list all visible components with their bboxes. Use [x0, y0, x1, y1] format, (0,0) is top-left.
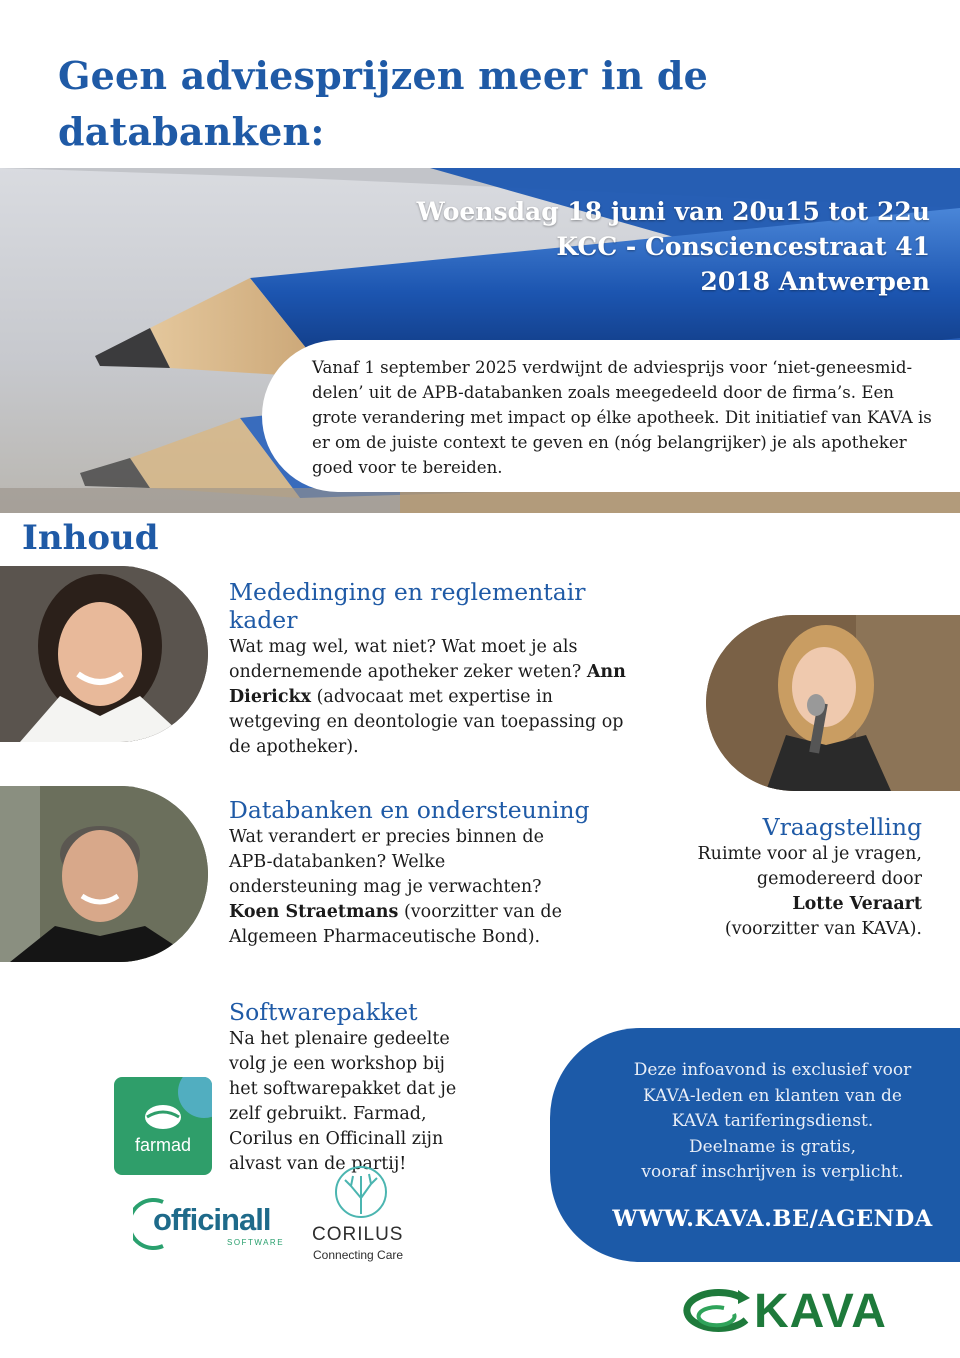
section-title-databases: Databanken en ondersteuning — [229, 796, 590, 824]
section-software — [229, 998, 479, 1177]
section-competition — [229, 578, 629, 760]
qa-speaker-role: (voorzitter van KAVA). — [724, 919, 922, 939]
officinall-wordmark: officinall — [153, 1202, 271, 1237]
section-body-software: Na het plenaire gedeelte volg je een workshop bij het softwarepakket dat je zelf gebruikt. Farmad, Corilus en Officinall zijn alvast van de partij! — [229, 1029, 457, 1174]
section-title-software: Softwarepakket — [229, 998, 418, 1026]
event-details — [417, 194, 930, 299]
content-heading: Inhoud — [22, 518, 159, 558]
qa-line-2: gemodereerd door — [756, 869, 922, 889]
farmad-logo — [114, 1077, 212, 1175]
cta-line-5: vooraf inschrijven is verplicht. — [641, 1162, 904, 1182]
section-databases — [229, 796, 629, 950]
title-line-1: Geen adviesprijzen meer in de databanken: — [58, 53, 708, 154]
speaker-role-koen: (voorzitter van de Algemeen Pharmaceutische Bond). — [229, 902, 562, 947]
kava-logo — [676, 1282, 906, 1342]
kava-swirl-icon — [676, 1286, 756, 1336]
corilus-tree-icon — [333, 1164, 389, 1220]
qa-section — [650, 813, 922, 942]
farmad-mark — [114, 1077, 212, 1175]
speaker-name-koen: Koen Straetmans — [229, 902, 399, 922]
event-city: 2018 Antwerpen — [700, 267, 930, 296]
cta-line-4: Deelname is gratis, — [689, 1136, 856, 1157]
corilus-wordmark: CORILUS — [312, 1224, 404, 1245]
portrait-illustration — [0, 786, 208, 962]
qa-body — [650, 842, 922, 942]
event-venue: KCC - Consciencestraat 41 — [556, 232, 930, 261]
farmad-wordmark: farmad — [134, 1135, 192, 1155]
portrait-illustration — [706, 615, 960, 791]
cta-line-3: KAVA tariferingsdienst. — [671, 1111, 874, 1131]
corilus-subtitle: Connecting Care — [313, 1248, 404, 1262]
event-date: Woensdag 18 juni van 20u15 tot 22u — [416, 197, 930, 226]
cta-line-1: Deze infoavond is exclusief voor — [633, 1060, 912, 1080]
kava-wordmark: KAVA — [754, 1285, 887, 1338]
speaker-photo-ann-dierickx — [0, 566, 208, 742]
section-title-competition: Mededinging en reglementair kader — [229, 578, 586, 634]
officinall-subtitle: SOFTWARE — [227, 1238, 285, 1247]
portrait-illustration — [0, 566, 208, 742]
officinall-logo — [133, 1196, 303, 1256]
speaker-photo-lotte-veraart — [706, 615, 960, 791]
qa-speaker-name: Lotte Veraart — [792, 894, 922, 914]
agenda-link[interactable]: WWW.KAVA.BE/AGENDA — [612, 1206, 933, 1232]
speaker-name-ann: Ann Dierickx — [229, 662, 626, 707]
section-body-databases — [229, 825, 569, 950]
section-body-competition — [229, 635, 629, 760]
speaker-photo-koen-straetmans — [0, 786, 208, 962]
section-text-databases: Wat verandert er precies binnen de APB-databanken? Welke ondersteuning mag je verwachten? — [229, 827, 544, 897]
cta-line-2: KAVA-leden en klanten van de — [643, 1085, 902, 1106]
qa-title: Vraagstelling — [762, 813, 922, 841]
qa-line-1: Ruimte voor al je vragen, — [697, 844, 922, 864]
corilus-logo — [310, 1164, 420, 1264]
cta-text — [600, 1058, 945, 1186]
intro-text: Vanaf 1 september 2025 verdwijnt de adviesprijs voor ‘niet-geneesmid-delen’ uit de APB-databanken zoals meegedeeld door de firma’s. Een grote verandering met impact op élke apotheek. Dit initiatief van KAVA is er om de juiste context te geven en (nóg belangrijker) je als apotheker goed voor te bereiden. — [312, 358, 932, 477]
speaker-role-ann: (advocaat met expertise in wetgeving en deontologie van toepassing op de apotheker). — [229, 687, 624, 757]
section-text-competition: Wat mag wel, wat niet? Wat moet je als ondernemende apotheker zeker weten? — [229, 637, 582, 682]
